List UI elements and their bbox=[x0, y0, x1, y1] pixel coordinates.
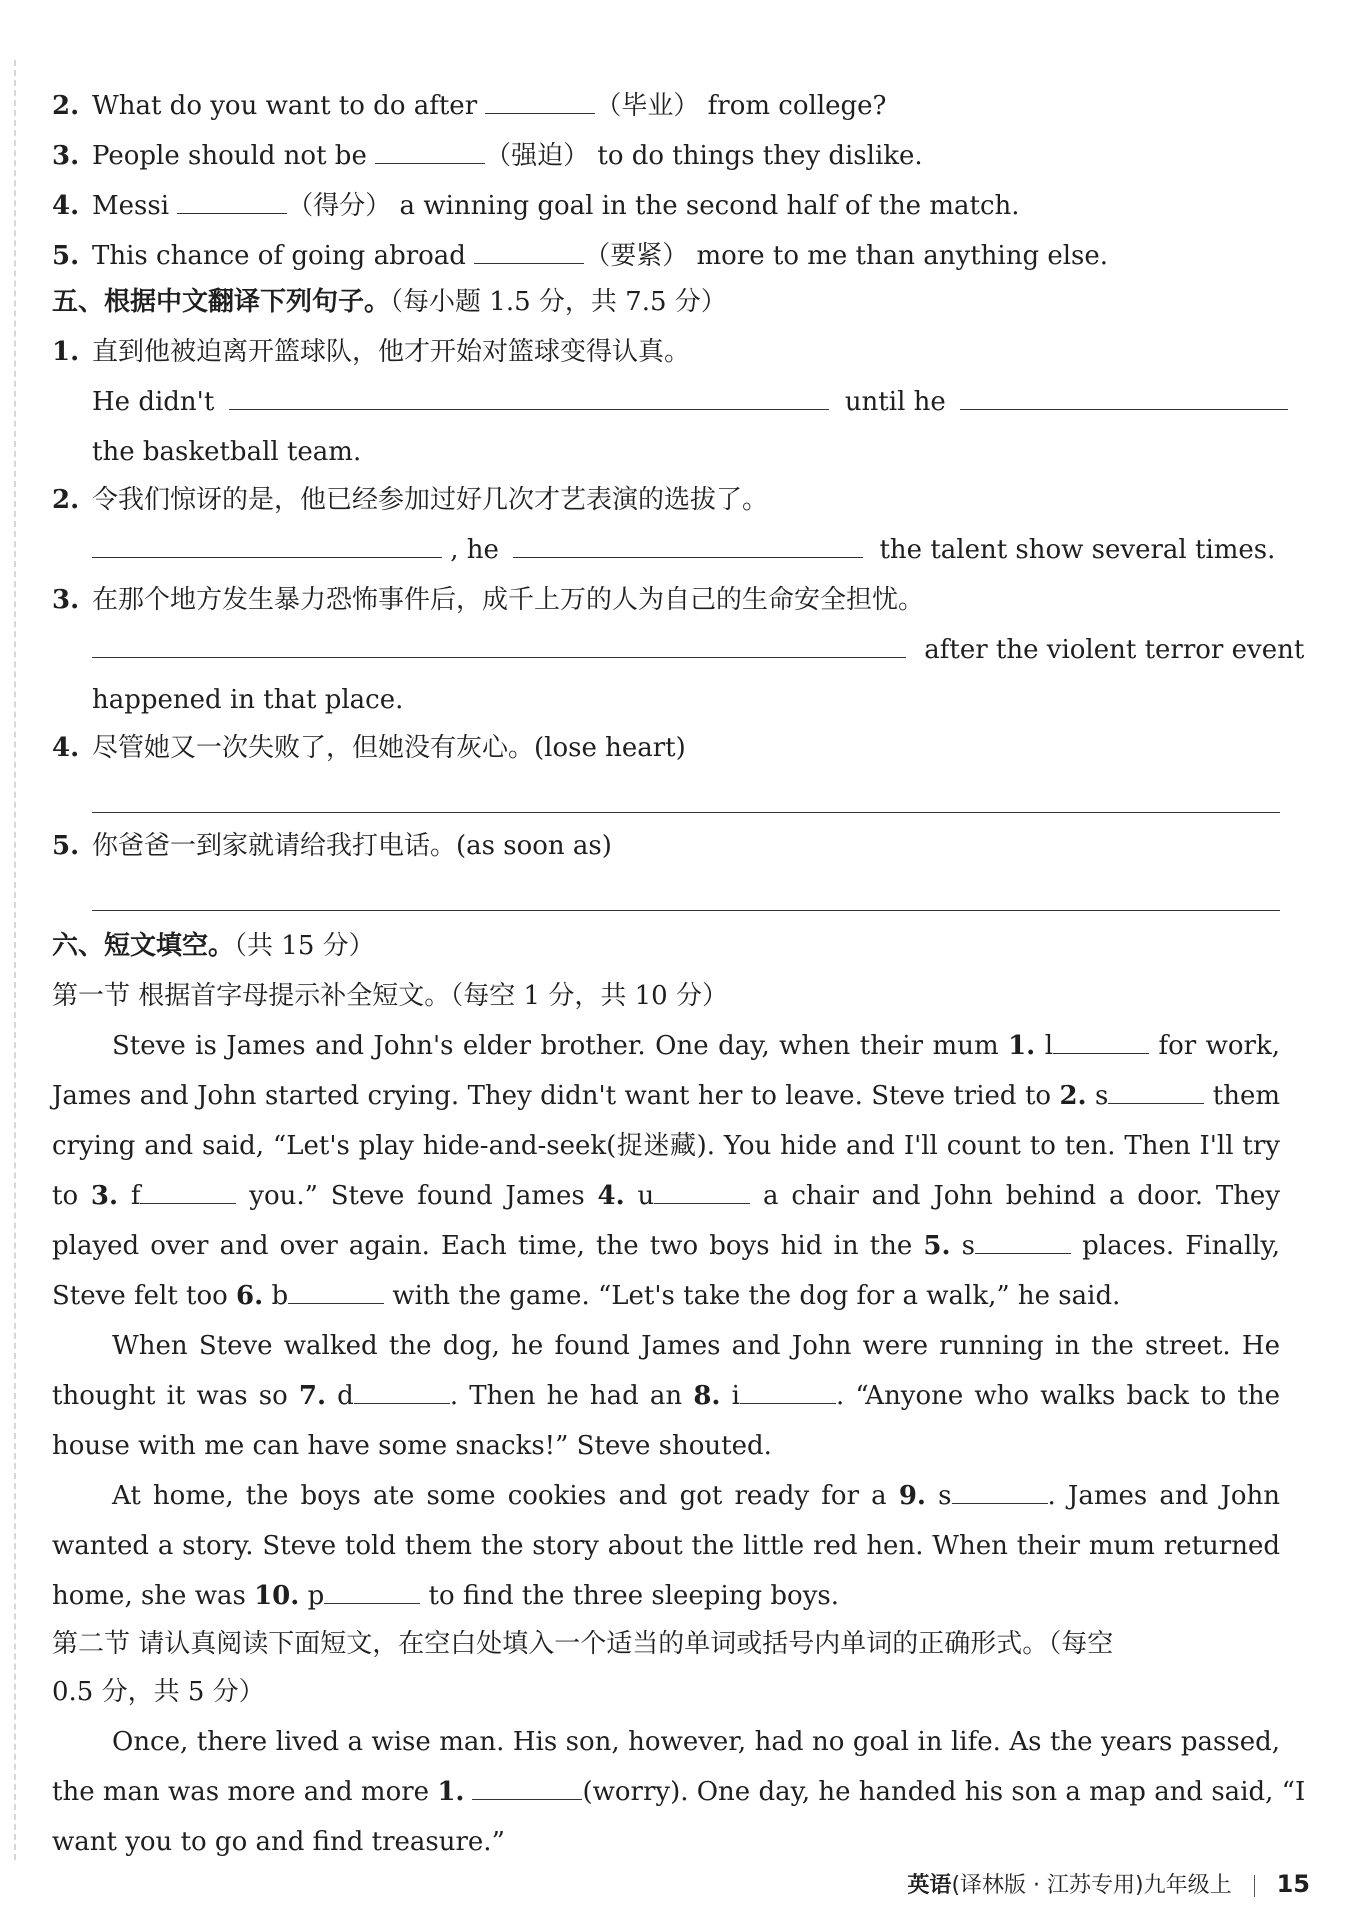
footer-divider bbox=[1254, 1875, 1255, 1897]
part5-item-4-chinese: 4. 尽管她又一次失败了，但她没有灰心。(lose heart) bbox=[52, 733, 686, 763]
answer-blank[interactable] bbox=[354, 1377, 450, 1404]
answer-blank[interactable] bbox=[654, 1177, 750, 1204]
answer-blank[interactable] bbox=[485, 87, 595, 114]
passage4-line: the man was more and more 1. (worry). One day, he handed his son a map and said, “I bbox=[52, 1772, 1280, 1812]
part4-item-2: 2. What do you want to do after （毕业） from college? bbox=[52, 86, 1280, 126]
answer-blank[interactable] bbox=[288, 1277, 384, 1304]
part4-item-5: 5. This chance of going abroad （要紧） more to me than anything else. bbox=[52, 236, 1280, 276]
answer-blank[interactable] bbox=[375, 137, 485, 164]
answer-blank[interactable] bbox=[140, 1177, 236, 1204]
answer-blank[interactable] bbox=[513, 531, 863, 558]
passage1-line: played over and over again. Each time, the two boys hid in the 5. s places. Finally, bbox=[52, 1226, 1280, 1266]
part5-item-2-answer-line: , he the talent show several times. bbox=[52, 530, 1280, 570]
passage1-line: James and John started crying. They didn't want her to leave. Steve tried to 2. s them bbox=[52, 1076, 1280, 1116]
part5-item-3-continuation: happened in that place. bbox=[92, 685, 404, 715]
part5-item-1-chinese: 1. 直到他被迫离开篮球队，他才开始对篮球变得认真。 bbox=[52, 337, 691, 367]
passage4-line: want you to go and find treasure.” bbox=[52, 1827, 505, 1857]
passage1-line: Steve felt too 6. b with the game. “Let's take the dog for a walk,” he said. bbox=[52, 1276, 1280, 1316]
answer-blank[interactable] bbox=[975, 1227, 1071, 1254]
answer-blank[interactable] bbox=[960, 383, 1288, 410]
passage3-line: wanted a story. Steve told them the story about the little red hen. When their mum returned bbox=[52, 1531, 1280, 1561]
part5-heading: 五、根据中文翻译下列句子。（每小题 1.5 分，共 7.5 分） bbox=[52, 287, 727, 317]
answer-blank[interactable] bbox=[229, 383, 829, 410]
passage3-line: At home, the boys ate some cookies and got ready for a 9. s . James and John bbox=[52, 1476, 1280, 1516]
passage4-line: Once, there lived a wise man. His son, however, had no goal in life. As the years passed, bbox=[112, 1727, 1280, 1757]
answer-line[interactable] bbox=[92, 812, 1280, 813]
answer-blank[interactable] bbox=[472, 1773, 582, 1800]
binding-cut-line bbox=[14, 60, 16, 1860]
answer-blank[interactable] bbox=[92, 631, 906, 658]
passage2-line: house with me can have some snacks!” Steve shouted. bbox=[52, 1431, 772, 1461]
passage1-line: Steve is James and John's elder brother. One day, when their mum 1. l for work, bbox=[52, 1026, 1280, 1066]
page-number: 15 bbox=[1276, 1870, 1310, 1898]
part5-item-1-continuation: the basketball team. bbox=[92, 437, 362, 467]
part5-item-2-chinese: 2. 令我们惊讶的是，他已经参加过好几次才艺表演的选拔了。 bbox=[52, 485, 769, 515]
answer-blank[interactable] bbox=[1053, 1027, 1149, 1054]
answer-blank[interactable] bbox=[324, 1577, 420, 1604]
answer-line[interactable] bbox=[92, 910, 1280, 911]
answer-blank[interactable] bbox=[177, 187, 287, 214]
passage2-line: When Steve walked the dog, he found James and John were running in the street. He bbox=[112, 1331, 1280, 1361]
part4-item-3: 3. People should not be （强迫） to do things they dislike. bbox=[52, 136, 1280, 176]
passage3-line: home, she was 10. p to find the three sleeping boys. bbox=[52, 1576, 1280, 1616]
answer-blank[interactable] bbox=[1108, 1077, 1204, 1104]
passage2-line: thought it was so 7. d . Then he had an 8. i . “Anyone who walks back to the bbox=[52, 1376, 1280, 1416]
part5-item-5-chinese: 5. 你爸爸一到家就请给我打电话。(as soon as) bbox=[52, 831, 612, 861]
page-footer: 英语(译林版 · 江苏专用)九年级上 15 bbox=[907, 1870, 1310, 1898]
answer-blank[interactable] bbox=[92, 531, 442, 558]
part6-section2-heading: 第二节 请认真阅读下面短文，在空白处填入一个适当的单词或括号内单词的正确形式。（每空 bbox=[52, 1629, 1114, 1659]
answer-blank[interactable] bbox=[740, 1377, 836, 1404]
part5-item-3-chinese: 3. 在那个地方发生暴力恐怖事件后，成千上万的人为自己的生命安全担忧。 bbox=[52, 585, 925, 615]
part4-item-4: 4. Messi （得分） a winning goal in the second half of the match. bbox=[52, 186, 1280, 226]
answer-blank[interactable] bbox=[952, 1477, 1048, 1504]
part6-heading: 六、短文填空。（共 15 分） bbox=[52, 931, 375, 961]
answer-blank[interactable] bbox=[474, 237, 584, 264]
part5-item-1-answer-line: He didn't until he bbox=[52, 382, 1280, 422]
passage1-line: crying and said, “Let's play hide-and-seek(捉迷藏). You hide and I'll count to ten. Then I'll try bbox=[52, 1131, 1280, 1161]
part5-item-3-answer-line: after the violent terror event bbox=[52, 630, 1280, 670]
passage1-line: to 3. f you.” Steve found James 4. u a chair and John behind a door. They bbox=[52, 1176, 1280, 1216]
part6-section1-heading: 第一节 根据首字母提示补全短文。（每空 1 分，共 10 分） bbox=[52, 981, 728, 1011]
part6-section2-heading-cont: 0.5 分，共 5 分） bbox=[52, 1677, 265, 1707]
